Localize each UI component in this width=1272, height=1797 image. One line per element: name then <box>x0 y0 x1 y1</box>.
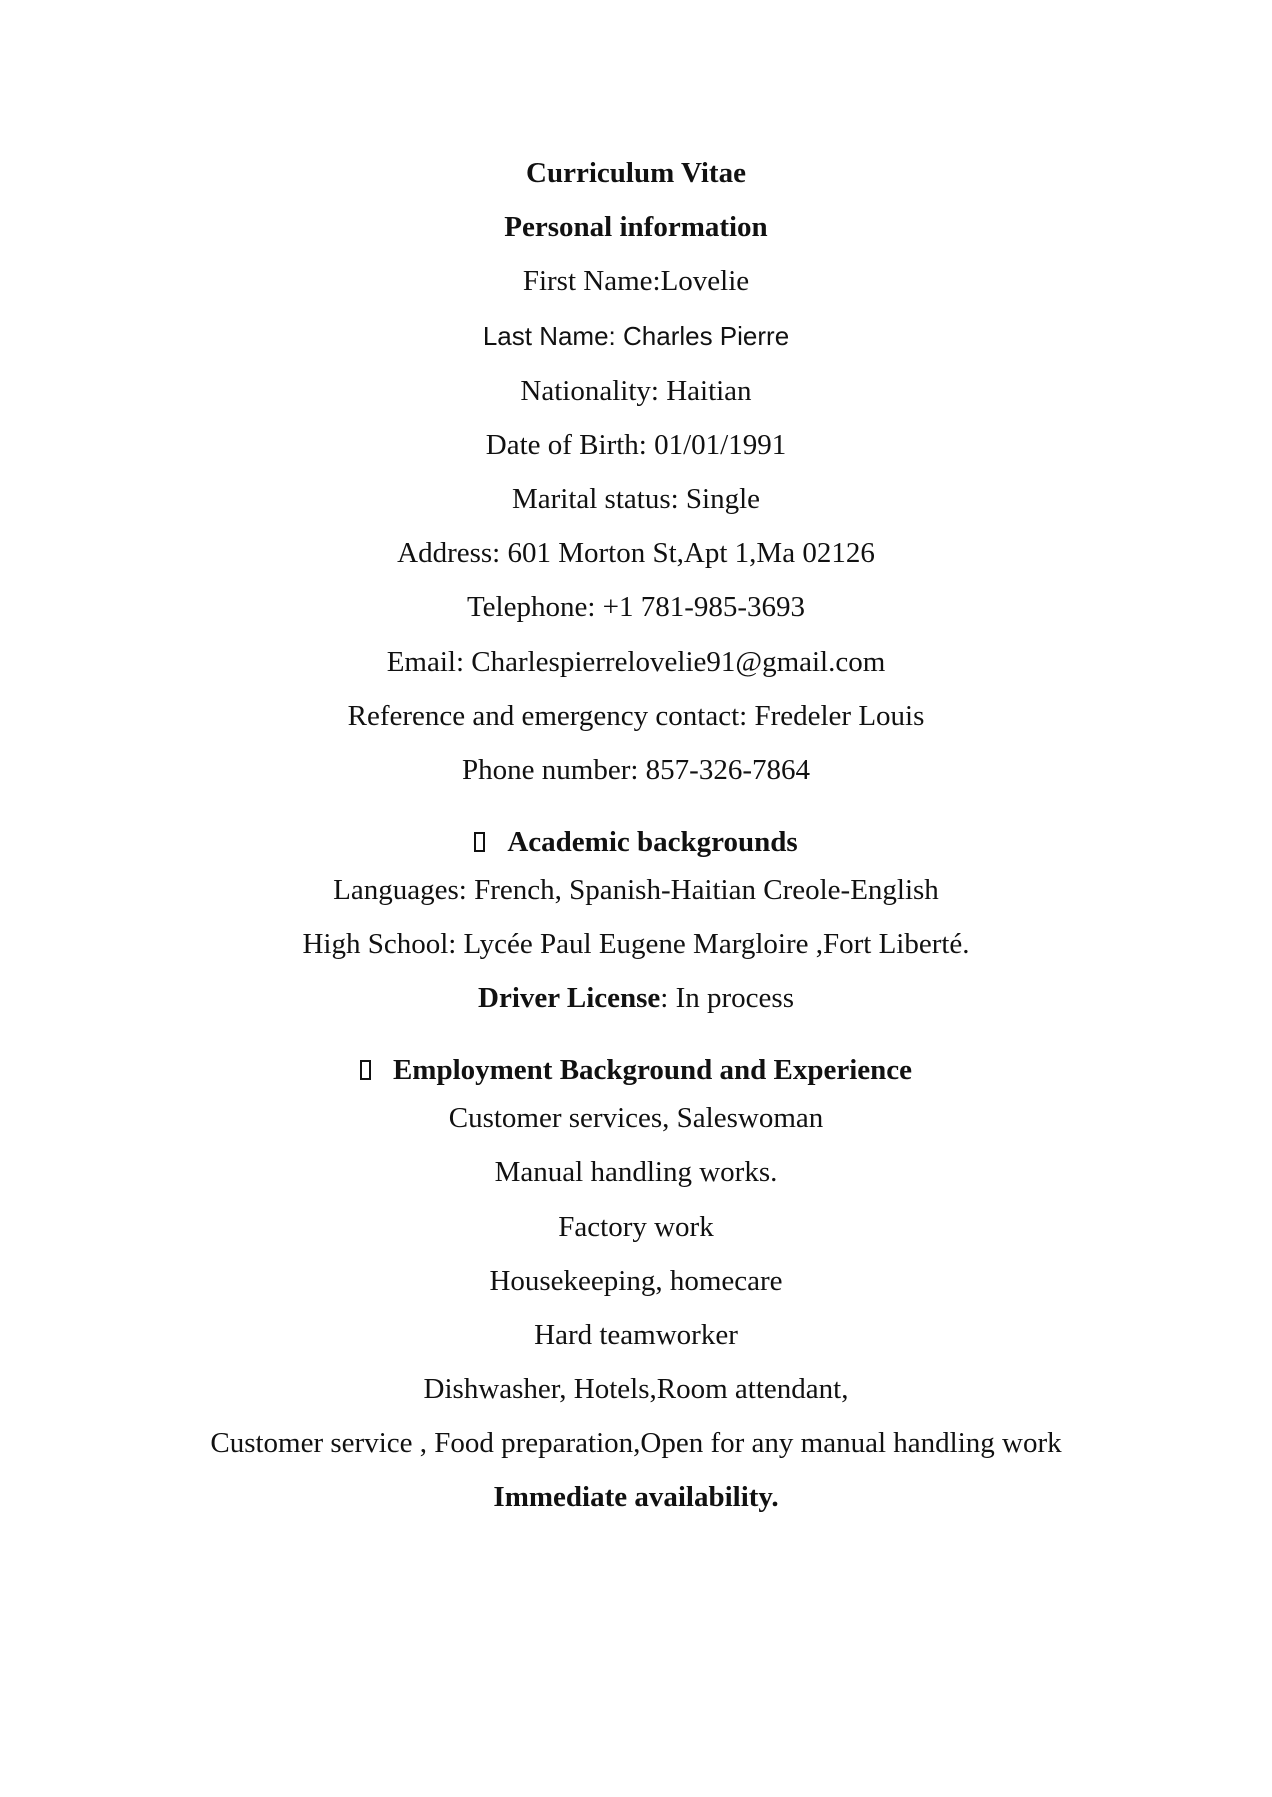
bullet-box-icon <box>474 832 485 852</box>
address: Address: 601 Morton St,Apt 1,Ma 02126 <box>397 537 875 569</box>
driver-license-label: Driver License <box>478 982 661 1014</box>
languages: Languages: French, Spanish-Haitian Creole-English <box>333 874 939 906</box>
driver-license <box>0 980 1272 1016</box>
driver-license-value: : In process <box>660 982 794 1014</box>
last-name: Last Name: Charles Pierre <box>482 321 790 351</box>
bullet-box-icon <box>360 1060 371 1080</box>
nationality: Nationality: Haitian <box>520 375 752 407</box>
personal-info-heading: Personal information <box>504 211 768 243</box>
marital-status: Marital status: Single <box>511 483 761 515</box>
employment-item: Customer services, Saleswoman <box>448 1102 824 1134</box>
employment-item: Hard teamworker <box>534 1319 738 1351</box>
employment-heading-text: Employment Background and Experience <box>392 1053 913 1086</box>
document-title: Curriculum Vitae <box>526 157 746 189</box>
employment-item: Factory work <box>558 1211 714 1243</box>
telephone: Telephone: +1 781-985-3693 <box>466 591 806 623</box>
reference-contact: Reference and emergency contact: Fredeler Louis <box>347 700 925 732</box>
employment-item: Manual handling works. <box>494 1156 778 1188</box>
email: Email: Charlespierrelovelie91@gmail.com <box>386 646 886 678</box>
academic-heading <box>0 822 1272 862</box>
first-name: First Name:Lovelie <box>522 265 750 297</box>
employment-heading <box>0 1050 1272 1090</box>
date-of-birth: Date of Birth: 01/01/1991 <box>485 429 787 461</box>
phone-number: Phone number: 857-326-7864 <box>462 754 810 786</box>
employment-item: Dishwasher, Hotels,Room attendant, <box>423 1373 849 1405</box>
academic-heading-text: Academic backgrounds <box>507 825 798 858</box>
employment-item: Customer service , Food preparation,Open for any manual handling work <box>210 1427 1062 1459</box>
high-school: High School: Lycée Paul Eugene Margloire ,Fort Liberté. <box>302 928 970 960</box>
availability: Immediate availability. <box>493 1481 779 1513</box>
employment-item: Housekeeping, homecare <box>489 1265 783 1297</box>
